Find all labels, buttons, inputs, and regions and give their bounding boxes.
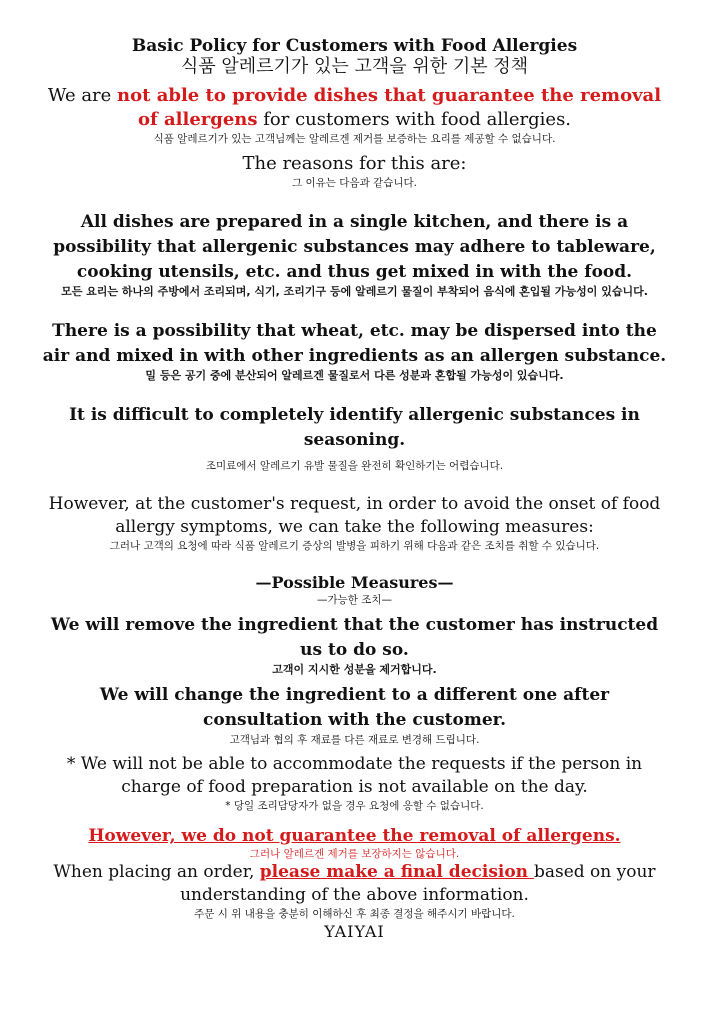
intro-highlight: not able to provide dishes that guarantee the removal of allergens bbox=[117, 85, 662, 130]
reasons-heading-korean: 그 이유는 다음과 같습니다. bbox=[292, 177, 417, 189]
reason-1-korean: 모든 요리는 하나의 주방에서 조리되며, 식기, 조리기구 등에 알레르기 물질이 부착되어 음식에 혼입될 가능성이 있습니다. bbox=[61, 285, 648, 298]
measures-heading-korean: —가능한 조치— bbox=[316, 594, 393, 606]
intro-korean: 식품 알레르기가 있는 고객님께는 알레르겐 제거를 보증하는 요리를 제공할 수 없습니다. bbox=[153, 133, 556, 145]
availability-note-korean: * 당일 조리담당자가 없을 경우 요청에 응할 수 없습니다. bbox=[225, 800, 484, 812]
allergen-warning: However, we do not guarantee the removal of allergens. bbox=[88, 826, 621, 846]
reason-2-korean: 밀 등은 공기 중에 분산되어 알레르겐 물질로서 다른 성분과 혼합될 가능성이 있습니다. bbox=[145, 369, 564, 382]
order-highlight: please make a final decision bbox=[259, 862, 534, 882]
reason-3-korean: 조미료에서 알레르기 유발 물질을 완전히 확인하기는 어렵습니다. bbox=[205, 460, 504, 472]
measure-1-korean: 고객이 지시한 성분을 제거합니다. bbox=[272, 663, 437, 676]
reason-3: It is difficult to completely identify allergenic substances in seasoning. bbox=[69, 405, 640, 450]
measures-heading: —Possible Measures— bbox=[255, 573, 454, 592]
reason-2: There is a possibility that wheat, etc. may be dispersed into the air and mixed in with other ingredients as an allergen substance. bbox=[42, 321, 667, 366]
measure-1: We will remove the ingredient that the customer has instructed us to do so. bbox=[50, 615, 659, 660]
page-title: Basic Policy for Customers with Food Allergies bbox=[131, 36, 578, 56]
order-instruction bbox=[38, 861, 671, 907]
measure-2: We will change the ingredient to a different one after consultation with the customer. bbox=[99, 685, 610, 730]
availability-note: * We will not be able to accommodate the requests if the person in charge of food preparation is not available on the day. bbox=[66, 754, 643, 797]
order-prefix: When placing an order, bbox=[53, 862, 260, 882]
signature: YAIYAI bbox=[324, 922, 385, 941]
intro-prefix: We are bbox=[47, 85, 118, 106]
however-statement: However, at the customer's request, in order to avoid the onset of food allergy symptoms, we can take the following measures: bbox=[48, 494, 661, 537]
intro-statement bbox=[38, 84, 671, 132]
however-korean: 그러나 고객의 요청에 따라 식품 알레르기 증상의 발병을 피하기 위해 다음과 같은 조치를 취할 수 있습니다. bbox=[109, 540, 600, 552]
reasons-heading: The reasons for this are: bbox=[242, 153, 467, 174]
order-instruction-korean: 주문 시 위 내용을 충분히 이해하신 후 최종 결정을 해주시기 바랍니다. bbox=[194, 908, 515, 920]
reason-1: All dishes are prepared in a single kitchen, and there is a possibility that allergenic substances may adhere to tableware, cooking utensils, etc. and thus get mixed in with the food. bbox=[53, 212, 656, 282]
page-title-korean: 식품 알레르기가 있는 고객을 위한 기본 정책 bbox=[180, 56, 529, 77]
order-suffix: based on your understanding of the above information. bbox=[180, 862, 656, 905]
allergen-warning-korean: 그러나 알레르겐 제거를 보장하지는 않습니다. bbox=[249, 848, 460, 860]
intro-suffix: for customers with food allergies. bbox=[257, 109, 572, 130]
measure-2-korean: 고객님과 협의 후 재료를 다른 재료로 변경해 드립니다. bbox=[229, 734, 480, 746]
